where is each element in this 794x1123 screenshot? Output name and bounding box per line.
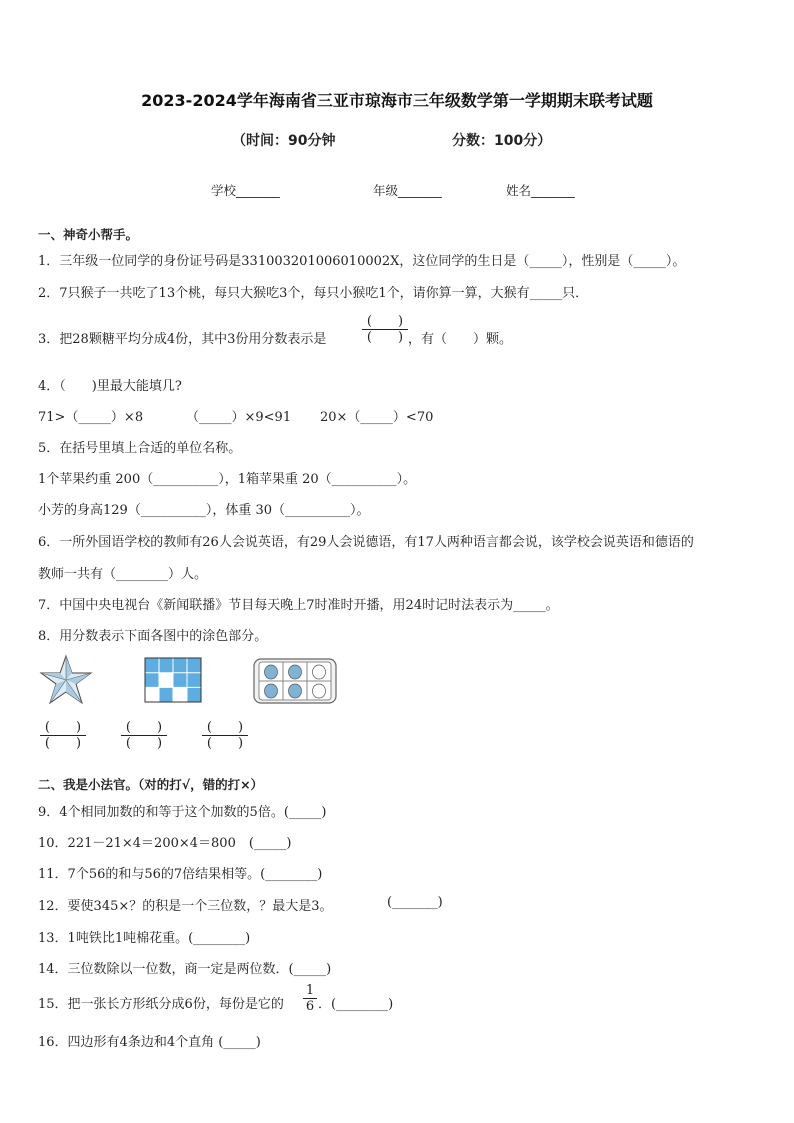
figure-2-fraction xyxy=(121,721,167,750)
fraction-denominator: ( ) xyxy=(206,736,244,751)
question-15-tail: ．(________) xyxy=(318,997,394,1012)
question-7: 7．中国中央电视台《新闻联播》节目每天晚上7时准时开播，用24时记时法表示为_____。 xyxy=(38,598,559,613)
grid-figure-icon xyxy=(144,657,202,703)
question-9: 9．4个相同加数的和等于这个加数的5倍。(_____) xyxy=(38,805,327,820)
school-field: 学校_______ xyxy=(211,183,280,198)
question-5-line-2: 小芳的身高129（__________），体重 30（__________）。 xyxy=(38,503,370,518)
question-10: 10．221－21×4＝200×4＝800 (_____) xyxy=(38,836,292,851)
time-label: （时间：90分钟 xyxy=(232,133,336,149)
fraction-denominator: 6 xyxy=(305,999,315,1014)
question-3-text: 3．把28颗糖平均分成4份，其中3份用分数表示是 xyxy=(38,332,327,347)
score-label: 分数：100分） xyxy=(452,133,552,149)
question-15-text: 15．把一张长方形纸分成6份，每份是它的 xyxy=(38,997,284,1012)
question-14: 14．三位数除以一位数，商一定是两位数．(_____) xyxy=(38,962,332,977)
fraction-denominator: ( ) xyxy=(366,330,404,345)
fraction-numerator: ( ) xyxy=(125,720,163,735)
question-3-tail: ，有（ ）颗。 xyxy=(408,332,513,347)
question-16: 16．四边形有4条边和4个直角 (_____) xyxy=(38,1035,261,1050)
question-11: 11．7个56的和与56的7倍结果相等。(________) xyxy=(38,867,323,882)
question-2: 2．7只猴子一共吃了13个桃，每只大猴吃3个，每只小猴吃1个，请你算一算，大猴有_____只． xyxy=(38,286,589,301)
fraction-numerator: ( ) xyxy=(366,314,404,329)
question-6-line-1: 6．一所外国语学校的教师有26人会说英语，有29人会说德语，有17人两种语言都会说，该学校会说英语和德语的 xyxy=(38,535,694,550)
section-1-heading: 一、神奇小帮手。 xyxy=(38,227,139,242)
fraction-numerator: 1 xyxy=(305,983,315,998)
question-4-c: 20×（_____）<70 xyxy=(320,410,434,425)
figure-1-fraction xyxy=(40,721,86,750)
question-5: 5．在括号里填上合适的单位名称。 xyxy=(38,441,242,456)
question-8: 8．用分数表示下面各图中的涂色部分。 xyxy=(38,629,268,644)
figure-3-fraction xyxy=(202,721,248,750)
star-figure-icon xyxy=(38,654,94,706)
section-2-heading: 二、我是小法官。（对的打√，错的打×） xyxy=(38,777,264,792)
question-13: 13．1吨铁比1吨棉花重。(________) xyxy=(38,931,251,946)
fraction-numerator: ( ) xyxy=(44,720,82,735)
strawberry-box-figure-icon xyxy=(253,658,337,704)
question-15-fraction xyxy=(303,984,317,1013)
question-4-b: （_____）×9<91 xyxy=(186,410,292,425)
question-3-fraction xyxy=(362,315,408,344)
fraction-denominator: ( ) xyxy=(125,736,163,751)
question-4: 4．（ )里最大能填几? xyxy=(38,379,182,394)
question-6-line-2: 教师一共有（________）人。 xyxy=(38,567,208,582)
grade-field: 年级_______ xyxy=(373,183,442,198)
question-1: 1．三年级一位同学的身份证号码是331003201006010002X，这位同学的生日是（_____），性别是（_____）。 xyxy=(38,254,686,269)
question-4-a: 71>（_____）×8 xyxy=(38,410,144,425)
fraction-numerator: ( ) xyxy=(206,720,244,735)
fraction-denominator: ( ) xyxy=(44,736,82,751)
question-5-line-1: 1个苹果约重 200（__________），1箱苹果重 20（__________）。 xyxy=(38,472,417,487)
question-12-blank: (_______) xyxy=(387,895,443,910)
name-field: 姓名_______ xyxy=(506,183,575,198)
question-12: 12．要使345×？的积是一个三位数，？最大是3。 xyxy=(38,899,333,914)
page-title: 2023-2024学年海南省三亚市琼海市三年级数学第一学期期末联考试题 xyxy=(141,91,653,110)
